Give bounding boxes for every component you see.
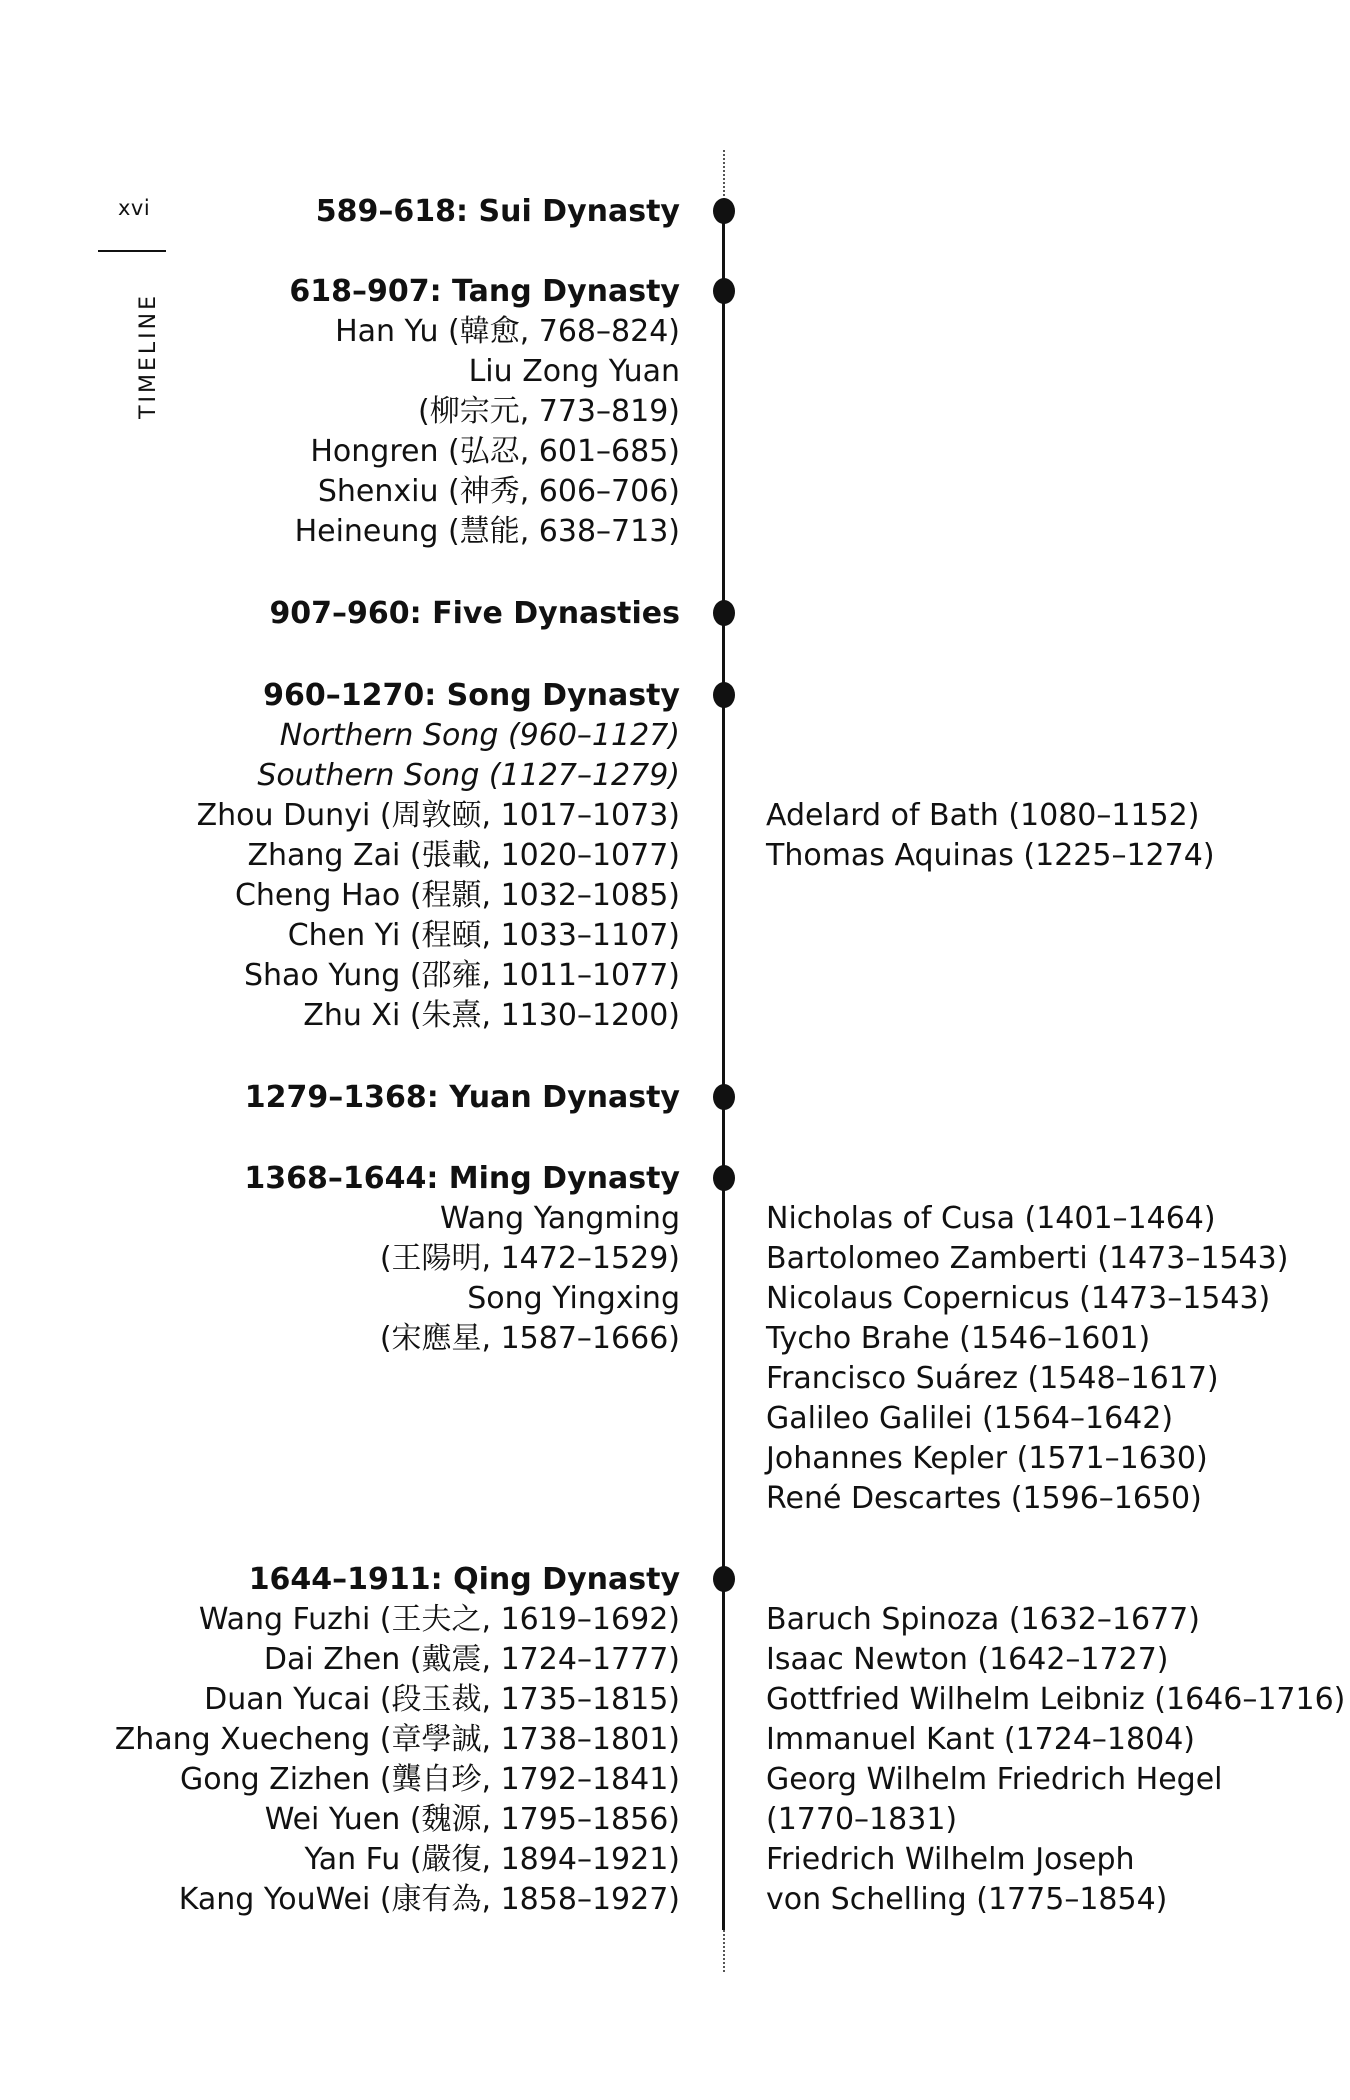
thinker-entry: Shenxiu (神秀, 606–706) <box>317 474 680 509</box>
era-yuan <box>245 1078 680 1118</box>
thinker-entry: Kang YouWei (康有為, 1858–1927) <box>178 1882 680 1917</box>
thinker-entry: Zhang Xuecheng (章學誠, 1738–1801) <box>114 1722 680 1757</box>
western-entry: Friedrich Wilhelm Joseph <box>766 1842 1135 1877</box>
western-entry: (1770–1831) <box>766 1802 958 1837</box>
thinker-entry: (宋應星, 1587–1666) <box>379 1321 680 1356</box>
era-heading: 618–907: Tang Dynasty <box>289 274 680 309</box>
page-number: xvi <box>118 196 151 220</box>
era-ming <box>244 1159 680 1359</box>
thinker-entry: Song Yingxing <box>467 1281 680 1316</box>
western-ming <box>766 1199 1288 1519</box>
era-marker-five-dynasties <box>713 600 735 626</box>
thinker-entry: Han Yu (韓愈, 768–824) <box>335 314 680 349</box>
timeline-axis-dotted-bottom <box>723 1930 725 1972</box>
thinker-entry: Zhu Xi (朱熹, 1130–1200) <box>303 998 680 1033</box>
era-heading: 589–618: Sui Dynasty <box>315 194 680 229</box>
thinker-entry: (柳宗元, 773–819) <box>417 394 680 429</box>
sub-period: Northern Song (960–1127) <box>279 718 680 753</box>
thinker-entry: Gong Zizhen (龔自珍, 1792–1841) <box>179 1762 680 1797</box>
era-heading: 1368–1644: Ming Dynasty <box>244 1161 680 1196</box>
era-marker-yuan <box>713 1084 735 1110</box>
era-heading: 1644–1911: Qing Dynasty <box>248 1562 680 1597</box>
thinker-entry: Heineung (慧能, 638–713) <box>294 514 680 549</box>
era-marker-sui <box>713 198 735 224</box>
thinker-entry: Hongren (弘忍, 601–685) <box>310 434 680 469</box>
thinker-entry: Duan Yucai (段玉裁, 1735–1815) <box>204 1682 680 1717</box>
western-entry: Francisco Suárez (1548–1617) <box>766 1361 1219 1396</box>
thinker-entry: Wang Fuzhi (王夫之, 1619–1692) <box>198 1602 680 1637</box>
thinker-entry: Wei Yuen (魏源, 1795–1856) <box>264 1802 680 1837</box>
western-entry: Gottfried Wilhelm Leibniz (1646–1716) <box>766 1682 1346 1717</box>
era-sui <box>316 192 680 232</box>
era-five-dynasties <box>269 594 680 634</box>
western-entry: Thomas Aquinas (1225–1274) <box>766 838 1215 873</box>
western-entry: Galileo Galilei (1564–1642) <box>766 1401 1174 1436</box>
western-song <box>766 796 1215 876</box>
thinker-entry: Zhang Zai (張載, 1020–1077) <box>247 838 680 873</box>
western-qing <box>766 1600 1345 1920</box>
running-head: TIMELINE <box>136 293 161 419</box>
western-entry: Georg Wilhelm Friedrich Hegel <box>766 1762 1223 1797</box>
header-rule <box>98 250 166 252</box>
sub-period: Southern Song (1127–1279) <box>257 758 680 793</box>
thinker-entry: Cheng Hao (程顥, 1032–1085) <box>234 878 680 913</box>
era-song <box>197 676 680 1036</box>
thinker-entry: Yan Fu (嚴復, 1894–1921) <box>304 1842 680 1877</box>
western-entry: René Descartes (1596–1650) <box>766 1481 1202 1516</box>
era-marker-ming <box>713 1165 735 1191</box>
western-entry: Johannes Kepler (1571–1630) <box>766 1441 1208 1476</box>
western-entry: von Schelling (1775–1854) <box>766 1882 1168 1917</box>
era-marker-tang <box>713 278 735 304</box>
thinker-entry: Liu Zong Yuan <box>468 354 680 389</box>
thinker-entry: Chen Yi (程頤, 1033–1107) <box>287 918 680 953</box>
western-entry: Nicholas of Cusa (1401–1464) <box>766 1201 1216 1236</box>
timeline-axis <box>722 200 725 1930</box>
western-entry: Nicolaus Copernicus (1473–1543) <box>766 1281 1271 1316</box>
era-marker-song <box>713 682 735 708</box>
western-entry: Baruch Spinoza (1632–1677) <box>766 1602 1200 1637</box>
thinker-entry: Dai Zhen (戴震, 1724–1777) <box>263 1642 680 1677</box>
era-heading: 1279–1368: Yuan Dynasty <box>244 1080 680 1115</box>
timeline-axis-dotted-top <box>723 150 725 200</box>
thinker-entry: Wang Yangming <box>440 1201 680 1236</box>
era-tang <box>289 272 680 552</box>
western-entry: Bartolomeo Zamberti (1473–1543) <box>766 1241 1289 1276</box>
thinker-entry: Zhou Dunyi (周敦颐, 1017–1073) <box>196 798 680 833</box>
era-marker-qing <box>713 1566 735 1592</box>
western-entry: Tycho Brahe (1546–1601) <box>766 1321 1151 1356</box>
western-entry: Isaac Newton (1642–1727) <box>766 1642 1169 1677</box>
western-entry: Adelard of Bath (1080–1152) <box>766 798 1200 833</box>
thinker-entry: Shao Yung (邵雍, 1011–1077) <box>244 958 680 993</box>
era-heading: 907–960: Five Dynasties <box>269 596 680 631</box>
western-entry: Immanuel Kant (1724–1804) <box>766 1722 1195 1757</box>
thinker-entry: (王陽明, 1472–1529) <box>379 1241 680 1276</box>
era-heading: 960–1270: Song Dynasty <box>263 678 680 713</box>
era-qing <box>115 1560 680 1920</box>
